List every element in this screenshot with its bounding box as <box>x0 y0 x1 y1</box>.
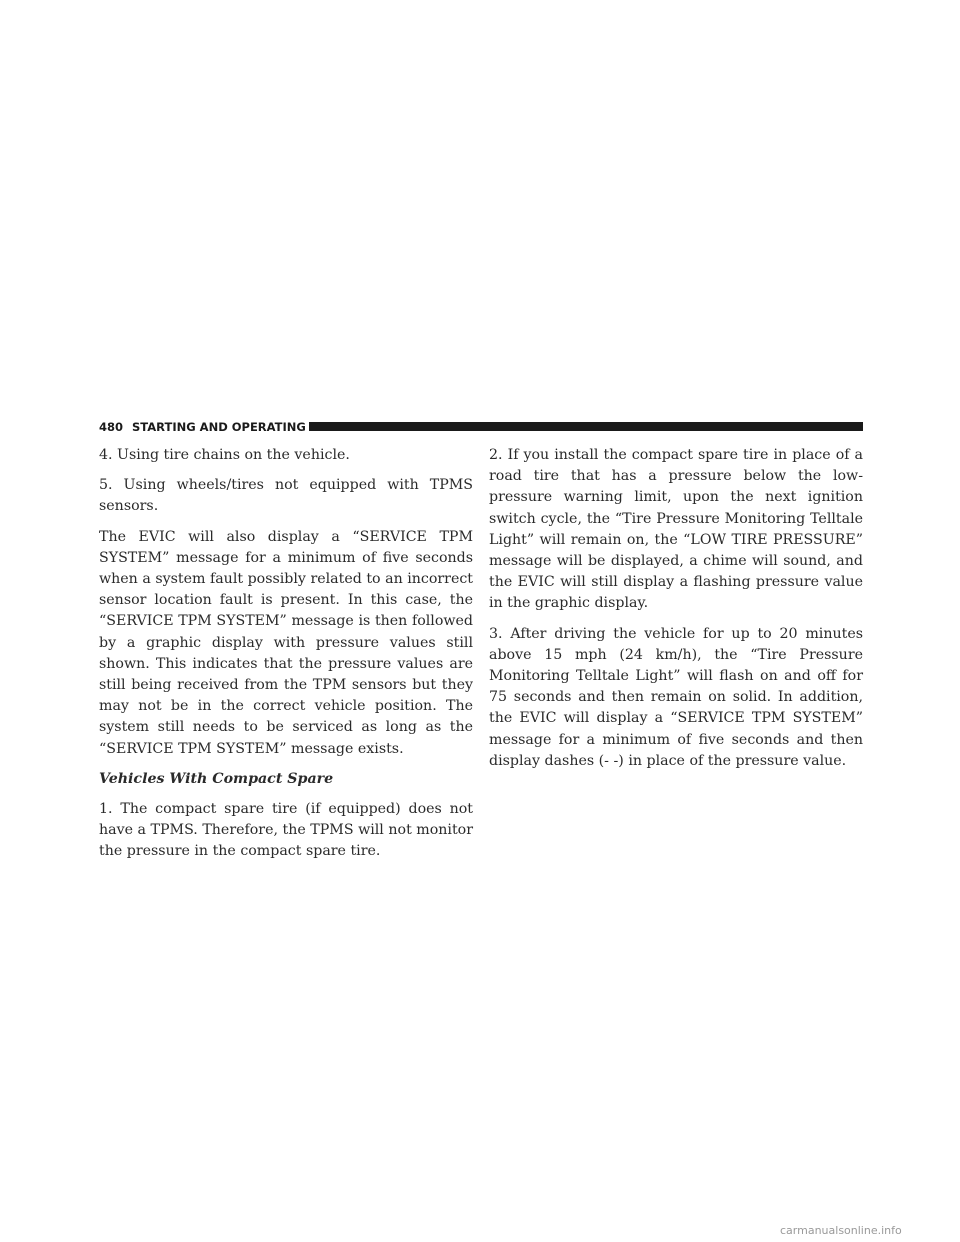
section-title: STARTING AND OPERATING <box>132 420 306 434</box>
list-item-after-driving: 3. After driving the vehicle for up to 20 minutes above 15 mph (24 km/h), the “Tire Pressure Monitoring Telltale Light” will flash on and off for 75 seconds and then remain on solid. In addition, the EVIC will display a “SERVICE TPM SYSTEM” message for a minimum of five seconds and then display dashes (- -) in place of the pressure value. <box>489 625 863 769</box>
service-tpm-paragraph: The EVIC will also display a “SERVICE TPM SYSTEM” message for a minimum of five seconds when a system fault possibly related to an incorrect sensor location fault is present. In this case, the “SERVICE TPM SYSTEM” message is then followed by a graphic display with pressure values still shown. This indicates that the pressure values are still being received from the TPM sensors but they may not be in the correct vehicle position. The system still needs to be serviced as long as the “SERVICE TPM SYSTEM” message exists. <box>99 528 473 757</box>
list-item-tire-chains: 4. Using tire chains on the vehicle. <box>99 447 350 463</box>
watermark: carmanualsonline.info <box>780 1224 902 1237</box>
left-column <box>99 445 473 872</box>
page-number: 480 <box>99 420 124 434</box>
list-item-compact-spare-no-tpms: 1. The compact spare tire (if equipped) does not have a TPMS. Therefore, the TPMS will not monitor the pressure in the compact spare tire. <box>99 801 473 860</box>
right-column <box>489 445 863 781</box>
page-header <box>99 419 863 435</box>
header-rule <box>309 422 863 431</box>
list-item-install-compact-spare: 2. If you install the compact spare tire in place of a road tire that has a pressure below the low-pressure warning limit, upon the next ignition switch cycle, the “Tire Pressure Monitoring Telltale Light” will remain on, the “LOW TIRE PRESSURE” message will be displayed, a chime will sound, and the EVIC will still display a flashing pressure value in the graphic display. <box>489 447 863 612</box>
compact-spare-subheading: Vehicles With Compact Spare <box>99 770 334 787</box>
list-item-wheels-without-sensors: 5. Using wheels/tires not equipped with TPMS sensors. <box>99 477 473 515</box>
